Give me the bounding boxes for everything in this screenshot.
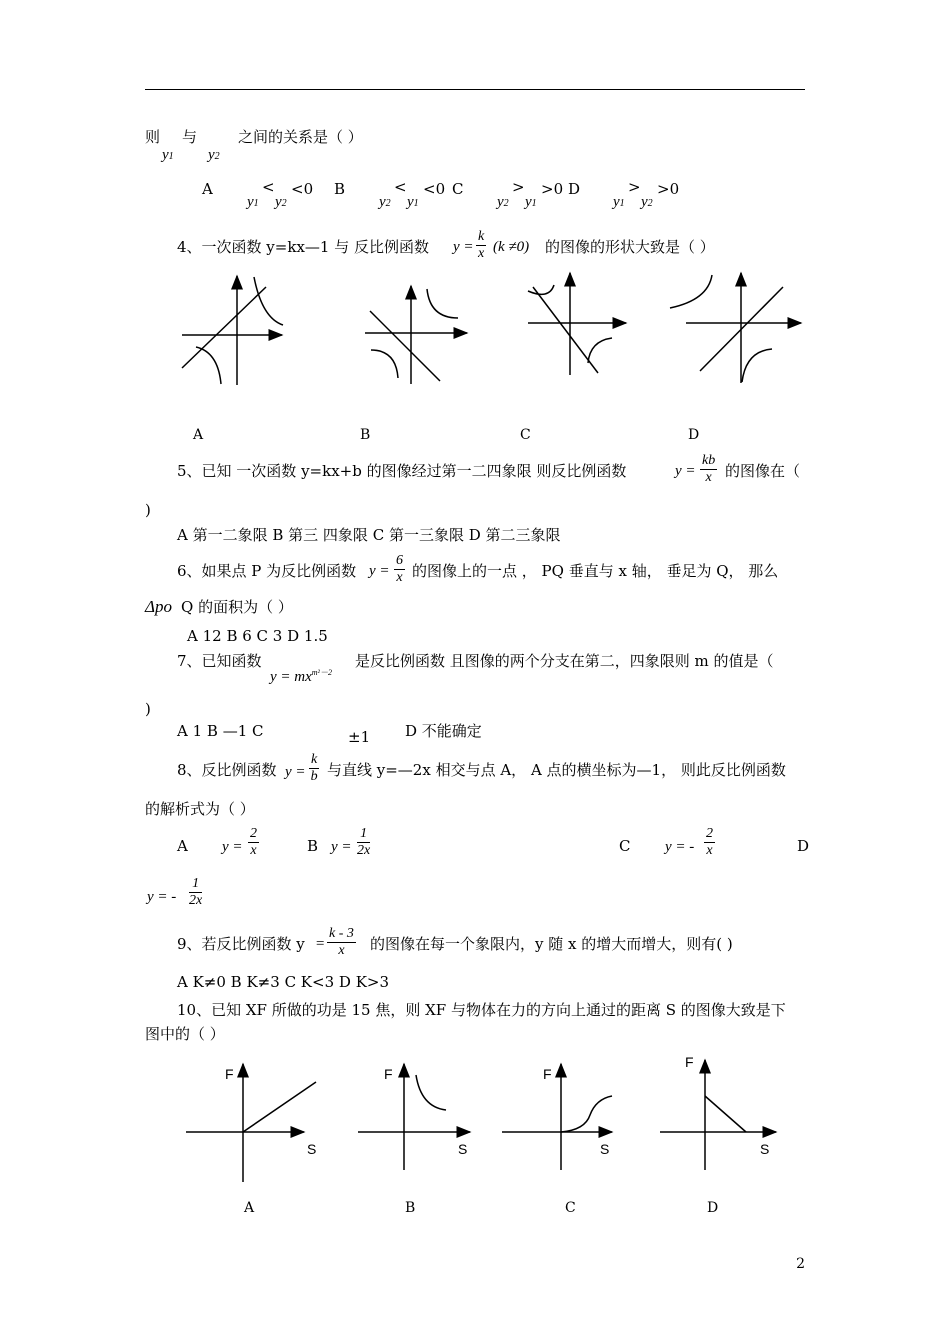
q8-text-c: 的解析式为（ ） — [145, 800, 255, 818]
q5-fraction: $\frac{kb}{x}$ — [702, 453, 716, 485]
q8-opt-c-lhs: y = - — [665, 839, 695, 855]
q10-b-axis-f: F — [384, 1066, 393, 1082]
q10-line1: 10、已知 XF 所做的功是 15 焦，则 XF 与物体在力的方向上通过的距离 S 的图像大致是下 — [177, 1001, 786, 1019]
q6-options: A 12 B 6 C 3 D 1.5 — [187, 627, 328, 645]
q8-text-b: 与直线 y=—2x 相交与点 A， A 点的横坐标为—1， 则此反比例函数 — [327, 761, 786, 779]
q8-formula-lhs: y = — [285, 764, 306, 780]
q10-label-c: C — [565, 1200, 576, 1216]
q3-option-second-var: y2 — [275, 194, 287, 210]
q8-opt-c-label: C — [619, 837, 631, 855]
q7-option-d: D 不能确定 — [405, 722, 482, 740]
q7-text-a: 7、已知函数 — [177, 652, 262, 670]
q3-option-relation: > — [628, 178, 641, 196]
q10-c-axis-f: F — [543, 1066, 552, 1082]
q4-label-a: A — [193, 427, 204, 443]
q9-text-b: 的图像在每一个象限内，y 随 x 的增大而增大，则有( ) — [370, 935, 733, 953]
q6-fraction: $\frac{6}{x}$ — [396, 553, 403, 585]
q3-y1: y1 — [162, 147, 174, 163]
q10-line2: 图中的（ ） — [145, 1025, 225, 1043]
q3-option-second-var: y1 — [407, 194, 419, 210]
q3-option-tail: >0 — [657, 180, 680, 198]
q9-fraction: $\frac{k - 3}{x}$ — [329, 926, 354, 958]
q4-formula-lhs: y = — [453, 239, 474, 255]
q4-label-d: D — [688, 427, 700, 443]
q10-graph-a — [186, 1064, 316, 1182]
q3-option-tail: <0 — [291, 180, 314, 198]
q7-formula: $y = mx^{m^2-2}$ — [270, 668, 332, 685]
q8-opt-b-label: B — [307, 837, 319, 855]
q9-text-a: 9、若反比例函数 y — [177, 935, 305, 953]
q3-option-relation: > — [512, 178, 525, 196]
q3-and: 与 — [182, 128, 198, 146]
q4-condition: (k ≠0) — [493, 239, 530, 255]
q10-label-b: B — [405, 1200, 416, 1216]
q4-text-a: 4、一次函数 y=kx—1 与 反比例函数 — [177, 238, 429, 256]
q3-option-first-var: y2 — [497, 194, 509, 210]
q5-formula-lhs: y = — [675, 463, 696, 479]
q8-text-a: 8、反比例函数 — [177, 761, 277, 779]
q9-options: A K≠0 B K≠3 C K<3 D K>3 — [177, 973, 390, 991]
q3-stem: 则 — [145, 128, 161, 146]
q3-option-tail: <0 — [423, 180, 446, 198]
q3-option-second-var: y1 — [525, 194, 537, 210]
q4-fraction: $\frac{k}{x}$ — [478, 229, 485, 261]
q10-a-axis-s: S — [307, 1141, 317, 1157]
q4-label-b: B — [360, 427, 371, 443]
q3-option-first-var: y1 — [247, 194, 259, 210]
q10-c-axis-s: S — [600, 1141, 610, 1157]
q8-opt-a-lhs: y = — [222, 839, 243, 855]
q5-close: ) — [145, 501, 151, 519]
q10-b-axis-s: S — [458, 1141, 468, 1157]
q7-option-c: ±1 — [348, 728, 371, 746]
q8-opt-c-fraction: $\frac{2}{x}$ — [706, 826, 713, 858]
q10-label-d: D — [707, 1200, 719, 1216]
q4-text-b: 的图像的形状大致是（ ） — [545, 238, 715, 256]
q3-option-first-var: y1 — [613, 194, 625, 210]
q3-option-second-var: y2 — [641, 194, 653, 210]
q10-graph-b — [358, 1064, 470, 1170]
q10-d-axis-f: F — [685, 1054, 694, 1070]
q6-formula-lhs: y = — [369, 563, 390, 579]
page-number: 2 — [796, 1256, 805, 1272]
q9-equals: = — [315, 936, 326, 952]
q3-y2: y2 — [208, 147, 220, 163]
q7-option-ab: A 1 B —1 C — [177, 722, 264, 740]
q7-text-b: 是反比例函数 且图像的两个分支在第二，四象限则 m 的值是（ — [355, 652, 774, 670]
q3-option-first-var: y2 — [379, 194, 391, 210]
q5-text-b: 的图像在（ — [725, 462, 801, 480]
q10-a-axis-f: F — [225, 1066, 234, 1082]
q8-opt-b-lhs: y = — [331, 839, 352, 855]
q8-opt-d-fraction: $\frac{1}{2x}$ — [189, 876, 203, 908]
q7-close: ) — [145, 700, 151, 718]
q6-triangle: Δpo — [145, 597, 172, 616]
q3-option-label: A — [202, 180, 213, 198]
q6-text-a: 6、如果点 P 为反比例函数 — [177, 562, 357, 580]
q3-option-relation: < — [262, 178, 275, 196]
q8-opt-d-label: D — [797, 837, 810, 855]
q3-option-relation: < — [394, 178, 407, 196]
q8-fraction: $\frac{k}{b}$ — [310, 752, 318, 784]
q5-text-a: 5、已知 一次函数 y=kx+b 的图像经过第一二四象限 则反比例函数 — [177, 462, 627, 480]
q6-text-c: Q 的面积为（ ） — [181, 598, 293, 616]
q4-label-c: C — [520, 427, 531, 443]
q8-opt-a-fraction: $\frac{2}{x}$ — [250, 826, 257, 858]
q10-label-a: A — [244, 1200, 255, 1216]
q3-suffix: 之间的关系是（ ） — [238, 128, 363, 146]
q3-option-label: C — [452, 180, 464, 198]
q8-opt-b-fraction: $\frac{1}{2x}$ — [357, 826, 371, 858]
q3-option-label: B — [334, 180, 346, 198]
q8-opt-d-lhs: y = - — [147, 889, 177, 905]
q5-options: A 第一二象限 B 第三 四象限 C 第一三象限 D 第二三象限 — [177, 526, 561, 544]
q3-option-tail: >0 — [541, 180, 564, 198]
q10-d-axis-s: S — [760, 1141, 770, 1157]
q10-graph-c — [502, 1064, 612, 1170]
q3-option-label: D — [568, 180, 581, 198]
q8-opt-a-label: A — [177, 837, 188, 855]
q6-text-b: 的图像上的一点 ， PQ 垂直与 x 轴， 垂足为 Q， 那么 — [412, 562, 779, 580]
q10-graph-d — [660, 1060, 776, 1170]
